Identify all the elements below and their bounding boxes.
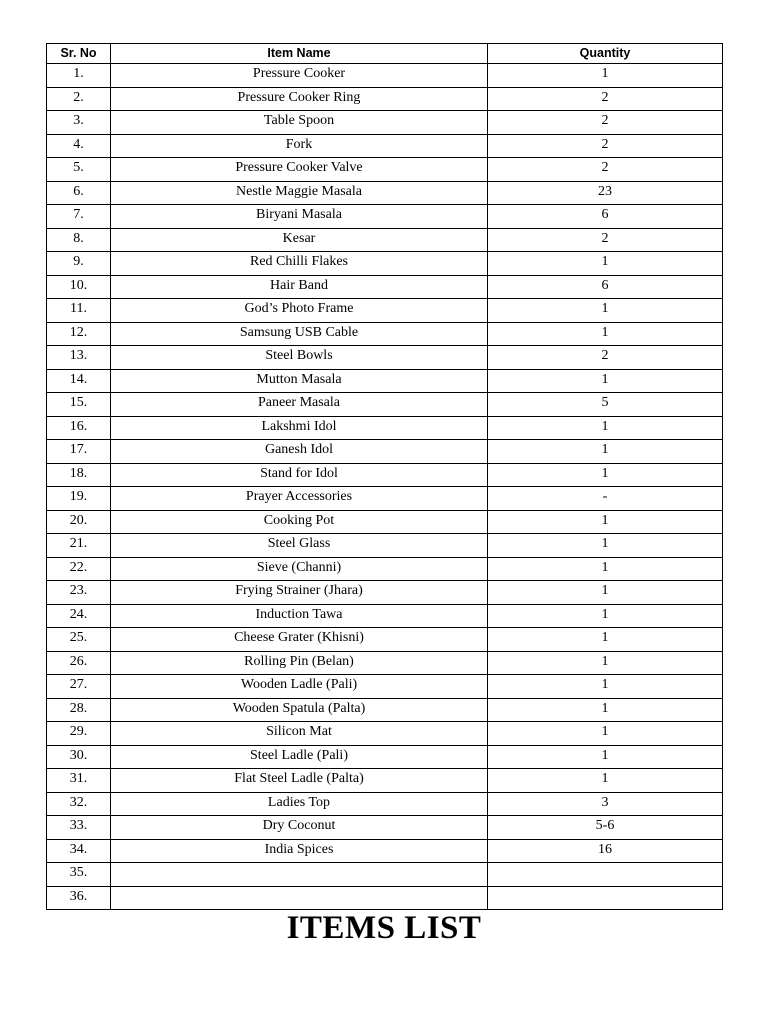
table-row [47, 158, 723, 182]
quantity-cell: 1 [488, 322, 723, 346]
item-name-cell: Dry Coconut [111, 816, 488, 840]
quantity-cell: 6 [488, 275, 723, 299]
sr-no-cell: 8. [47, 228, 111, 252]
sr-no-cell: 10. [47, 275, 111, 299]
item-name-cell: Red Chilli Flakes [111, 252, 488, 276]
sr-no-cell: 26. [47, 651, 111, 675]
table-row [47, 393, 723, 417]
sr-no-cell: 19. [47, 487, 111, 511]
item-name-cell [111, 863, 488, 887]
quantity-cell: 1 [488, 604, 723, 628]
header-item-name: Item Name [111, 44, 488, 64]
table-row [47, 534, 723, 558]
sr-no-cell: 27. [47, 675, 111, 699]
item-name-cell: Biryani Masala [111, 205, 488, 229]
table-row [47, 322, 723, 346]
quantity-cell [488, 863, 723, 887]
item-name-cell: Cheese Grater (Khisni) [111, 628, 488, 652]
sr-no-cell: 34. [47, 839, 111, 863]
sr-no-cell: 13. [47, 346, 111, 370]
item-name-cell: Sieve (Channi) [111, 557, 488, 581]
table-row [47, 205, 723, 229]
quantity-cell: 2 [488, 87, 723, 111]
quantity-cell: 16 [488, 839, 723, 863]
sr-no-cell: 2. [47, 87, 111, 111]
quantity-cell: 1 [488, 745, 723, 769]
sr-no-cell: 6. [47, 181, 111, 205]
quantity-cell: 1 [488, 628, 723, 652]
quantity-cell: 1 [488, 651, 723, 675]
quantity-cell: 1 [488, 534, 723, 558]
sr-no-cell: 30. [47, 745, 111, 769]
table-row [47, 87, 723, 111]
quantity-cell: 1 [488, 675, 723, 699]
table-row [47, 675, 723, 699]
header-quantity: Quantity [488, 44, 723, 64]
sr-no-cell: 7. [47, 205, 111, 229]
table-row [47, 64, 723, 88]
item-name-cell: Steel Glass [111, 534, 488, 558]
items-table-body [47, 64, 723, 910]
table-row [47, 557, 723, 581]
sr-no-cell: 4. [47, 134, 111, 158]
table-row [47, 698, 723, 722]
quantity-cell: - [488, 487, 723, 511]
table-row [47, 769, 723, 793]
item-name-cell: Frying Strainer (Jhara) [111, 581, 488, 605]
items-table-container [46, 43, 722, 910]
sr-no-cell: 17. [47, 440, 111, 464]
sr-no-cell: 5. [47, 158, 111, 182]
quantity-cell: 2 [488, 158, 723, 182]
item-name-cell: Rolling Pin (Belan) [111, 651, 488, 675]
item-name-cell: Prayer Accessories [111, 487, 488, 511]
sr-no-cell: 22. [47, 557, 111, 581]
sr-no-cell: 9. [47, 252, 111, 276]
item-name-cell: Lakshmi Idol [111, 416, 488, 440]
table-row [47, 487, 723, 511]
table-row [47, 228, 723, 252]
table-row [47, 299, 723, 323]
quantity-cell: 1 [488, 769, 723, 793]
table-row [47, 604, 723, 628]
quantity-cell: 1 [488, 369, 723, 393]
quantity-cell: 2 [488, 111, 723, 135]
quantity-cell: 1 [488, 581, 723, 605]
table-row [47, 275, 723, 299]
table-row [47, 839, 723, 863]
quantity-cell: 5 [488, 393, 723, 417]
item-name-cell: Silicon Mat [111, 722, 488, 746]
item-name-cell: Samsung USB Cable [111, 322, 488, 346]
item-name-cell: Paneer Masala [111, 393, 488, 417]
table-row [47, 628, 723, 652]
sr-no-cell: 18. [47, 463, 111, 487]
table-row [47, 134, 723, 158]
sr-no-cell: 1. [47, 64, 111, 88]
quantity-cell: 3 [488, 792, 723, 816]
quantity-cell: 1 [488, 416, 723, 440]
table-row [47, 581, 723, 605]
table-row [47, 816, 723, 840]
item-name-cell: Table Spoon [111, 111, 488, 135]
sr-no-cell: 20. [47, 510, 111, 534]
table-row [47, 416, 723, 440]
quantity-cell: 1 [488, 510, 723, 534]
item-name-cell: Wooden Ladle (Pali) [111, 675, 488, 699]
quantity-cell: 1 [488, 252, 723, 276]
quantity-cell: 1 [488, 440, 723, 464]
header-sr-no: Sr. No [47, 44, 111, 64]
table-row [47, 111, 723, 135]
sr-no-cell: 24. [47, 604, 111, 628]
table-row [47, 745, 723, 769]
item-name-cell: God’s Photo Frame [111, 299, 488, 323]
table-row [47, 181, 723, 205]
sr-no-cell: 31. [47, 769, 111, 793]
item-name-cell: Stand for Idol [111, 463, 488, 487]
table-row [47, 863, 723, 887]
table-row [47, 463, 723, 487]
table-row [47, 510, 723, 534]
sr-no-cell: 32. [47, 792, 111, 816]
item-name-cell: Pressure Cooker Valve [111, 158, 488, 182]
item-name-cell: Pressure Cooker [111, 64, 488, 88]
item-name-cell: Ganesh Idol [111, 440, 488, 464]
item-name-cell: Nestle Maggie Masala [111, 181, 488, 205]
sr-no-cell: 3. [47, 111, 111, 135]
sr-no-cell: 29. [47, 722, 111, 746]
table-row [47, 369, 723, 393]
quantity-cell: 23 [488, 181, 723, 205]
item-name-cell: Induction Tawa [111, 604, 488, 628]
table-row [47, 346, 723, 370]
table-row [47, 252, 723, 276]
quantity-cell: 1 [488, 557, 723, 581]
quantity-cell: 1 [488, 299, 723, 323]
quantity-cell: 1 [488, 463, 723, 487]
item-name-cell: Hair Band [111, 275, 488, 299]
sr-no-cell: 36. [47, 886, 111, 910]
item-name-cell: Pressure Cooker Ring [111, 87, 488, 111]
item-name-cell: India Spices [111, 839, 488, 863]
item-name-cell: Flat Steel Ladle (Palta) [111, 769, 488, 793]
items-table [46, 43, 723, 910]
table-row [47, 651, 723, 675]
quantity-cell: 6 [488, 205, 723, 229]
table-header-row [47, 44, 723, 64]
table-row [47, 792, 723, 816]
item-name-cell: Cooking Pot [111, 510, 488, 534]
quantity-cell: 2 [488, 134, 723, 158]
quantity-cell: 5-6 [488, 816, 723, 840]
sr-no-cell: 15. [47, 393, 111, 417]
quantity-cell: 1 [488, 722, 723, 746]
item-name-cell: Wooden Spatula (Palta) [111, 698, 488, 722]
sr-no-cell: 11. [47, 299, 111, 323]
quantity-cell: 1 [488, 64, 723, 88]
page-title: ITEMS LIST [286, 910, 482, 946]
item-name-cell: Fork [111, 134, 488, 158]
quantity-cell: 1 [488, 698, 723, 722]
sr-no-cell: 23. [47, 581, 111, 605]
sr-no-cell: 12. [47, 322, 111, 346]
item-name-cell: Kesar [111, 228, 488, 252]
sr-no-cell: 28. [47, 698, 111, 722]
sr-no-cell: 16. [47, 416, 111, 440]
quantity-cell: 2 [488, 346, 723, 370]
sr-no-cell: 35. [47, 863, 111, 887]
table-row [47, 722, 723, 746]
sr-no-cell: 25. [47, 628, 111, 652]
item-name-cell: Steel Ladle (Pali) [111, 745, 488, 769]
item-name-cell: Ladies Top [111, 792, 488, 816]
item-name-cell: Steel Bowls [111, 346, 488, 370]
sr-no-cell: 21. [47, 534, 111, 558]
item-name-cell: Mutton Masala [111, 369, 488, 393]
quantity-cell: 2 [488, 228, 723, 252]
sr-no-cell: 33. [47, 816, 111, 840]
table-row [47, 440, 723, 464]
sr-no-cell: 14. [47, 369, 111, 393]
